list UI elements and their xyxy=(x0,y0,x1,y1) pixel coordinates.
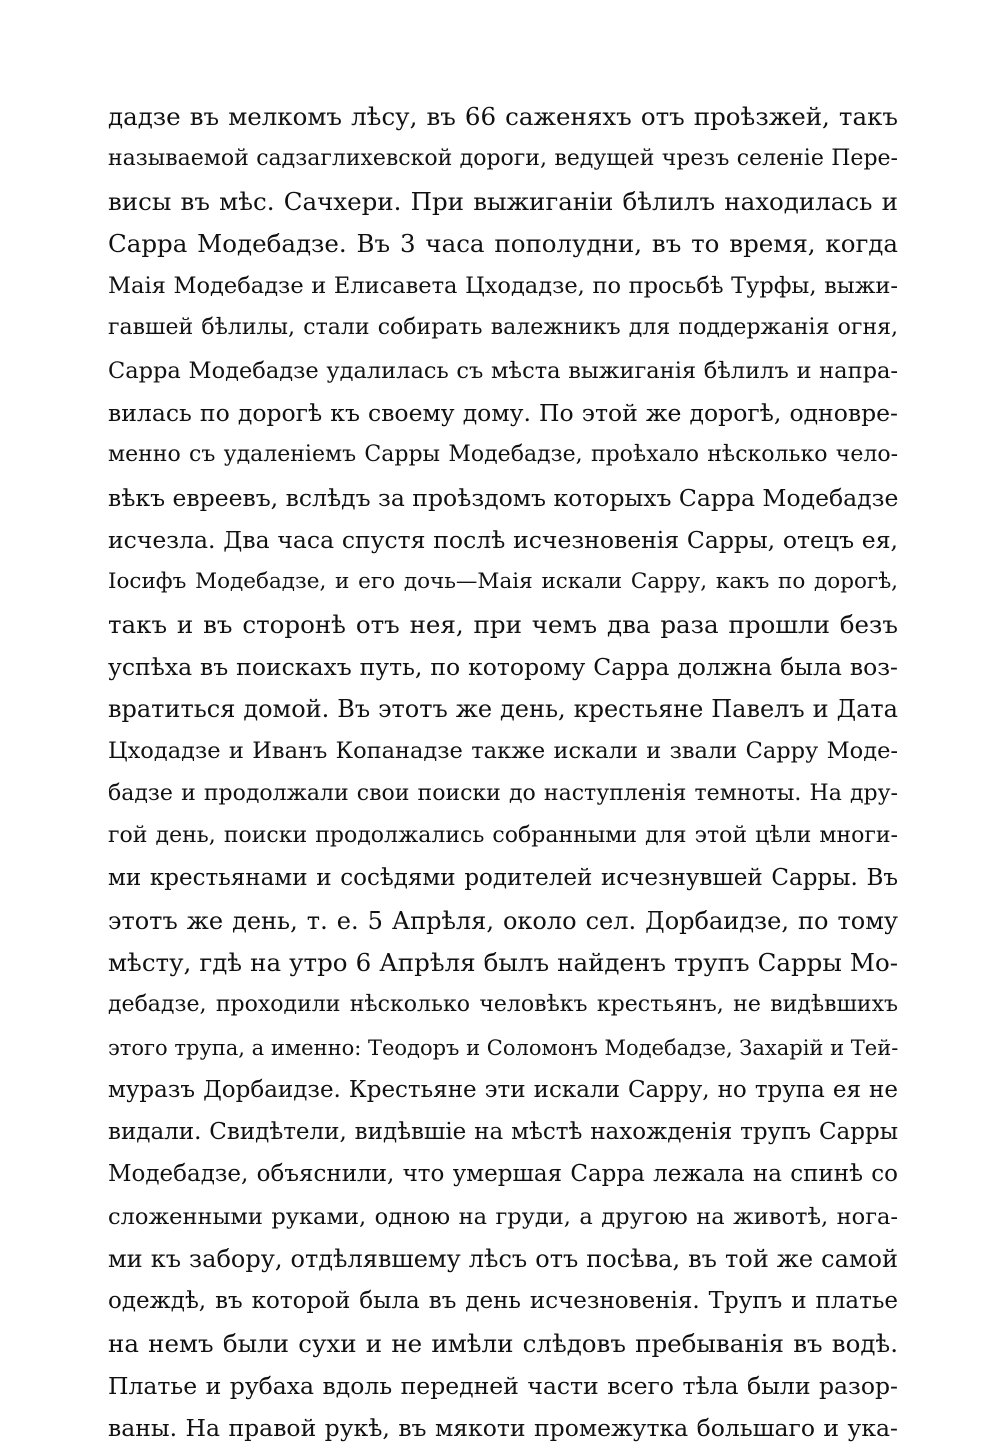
text-line-11: исчезла. Два часа спустя послѣ исчезновенія Сарры, отецъ ея, xyxy=(108,525,898,554)
text-line-27: сложенными руками, одною на груди, а другою на животѣ, нога- xyxy=(108,1203,898,1230)
text-line-2: называемой садзаглихевской дороги, ведущей чрезъ селеніе Пере- xyxy=(108,146,898,172)
text-line-21: мѣсту, гдѣ на утро 6 Апрѣля былъ найденъ трупъ Сарры Мо- xyxy=(108,947,898,977)
text-line-12: Іосифъ Модебадзе, и его дочь—Маія искали Сарру, какъ по дорогѣ, xyxy=(108,569,898,595)
text-line-19: ми крестьянами и сосѣдями родителей исчезнувшей Сарры. Въ xyxy=(108,865,898,892)
text-line-24: муразъ Дорбаидзе. Крестьяне эти искали Сарру, но трупа ея не xyxy=(108,1076,898,1103)
text-line-7: Сарра Модебадзе удалилась съ мѣста выжиганія бѣлилъ и напра- xyxy=(108,357,898,384)
text-line-22: дебадзе, проходили нѣсколько человѣкъ крестьянъ, не видѣвшихъ xyxy=(108,992,898,1018)
text-line-32: ваны. На правой рукѣ, въ мякоти промежутка большаго и ука- xyxy=(108,1414,898,1443)
text-line-15: вратиться домой. Въ этотъ же день, крестьяне Павелъ и Дата xyxy=(108,695,898,724)
text-line-1: дадзе въ мелкомъ лѣсу, въ 66 саженяхъ отъ проѣзжей, такъ xyxy=(108,102,898,131)
text-line-17: бадзе и продолжали свои поиски до наступленія темноты. На дру- xyxy=(108,780,898,806)
text-line-3: висы въ мѣс. Сачхери. При выжиганіи бѣлилъ находилась и xyxy=(108,186,898,216)
text-line-16: Цходадзе и Иванъ Копанадзе также искали и звали Сарру Моде- xyxy=(108,738,898,765)
text-line-28: ми къ забору, отдѣлявшему лѣсъ отъ посѣва, въ той же самой xyxy=(108,1245,898,1274)
text-line-14: успѣха въ поискахъ путь, по которому Сарра должна была воз- xyxy=(108,652,898,681)
text-line-26: Модебадзе, объяснили, что умершая Сарра лежала на спинѣ со xyxy=(108,1161,898,1188)
text-line-31: Платье и рубаха вдоль передней части всего тѣла были разор- xyxy=(108,1371,898,1400)
text-line-10: вѣкъ евреевъ, вслѣдъ за проѣздомъ которыхъ Сарра Модебадзе xyxy=(108,483,898,512)
text-line-4: Сарра Модебадзе. Въ 3 часа пополудни, въ то время, когда xyxy=(108,228,898,258)
text-line-30: на немъ были сухи и не имѣли слѣдовъ пребыванія въ водѣ. xyxy=(108,1328,898,1358)
text-line-6: гавшей бѣлилы, стали собирать валежникъ для поддержанія огня, xyxy=(108,315,898,341)
body-text xyxy=(108,96,898,1450)
text-line-8: вилась по дорогѣ къ своему дому. По этой же дорогѣ, одновре- xyxy=(108,399,898,428)
text-line-20: этотъ же день, т. е. 5 Апрѣля, около сел. Дорбаидзе, по тому xyxy=(108,906,898,935)
text-line-18: гой день, поиски продолжались собранными для этой цѣли многи- xyxy=(108,823,898,849)
text-line-13: такъ и въ сторонѣ отъ нея, при чемъ два раза прошли безъ xyxy=(108,609,898,639)
text-line-9: менно съ удаленіемъ Сарры Модебадзе, проѣхало нѣсколько чело- xyxy=(108,442,898,468)
text-line-23: этого трупа, а именно: Теодоръ и Соломонъ Модебадзе, Захарій и Тей- xyxy=(108,1035,898,1060)
text-line-25: видали. Свидѣтели, видѣвшіе на мѣстѣ нахожденія трупъ Сарры xyxy=(108,1119,898,1146)
text-line-29: одеждѣ, въ которой была въ день исчезновенія. Трупъ и платье xyxy=(108,1288,898,1315)
text-line-5: Маія Модебадзе и Елисавета Цходадзе, по просьбѣ Турфы, выжи- xyxy=(108,273,898,300)
